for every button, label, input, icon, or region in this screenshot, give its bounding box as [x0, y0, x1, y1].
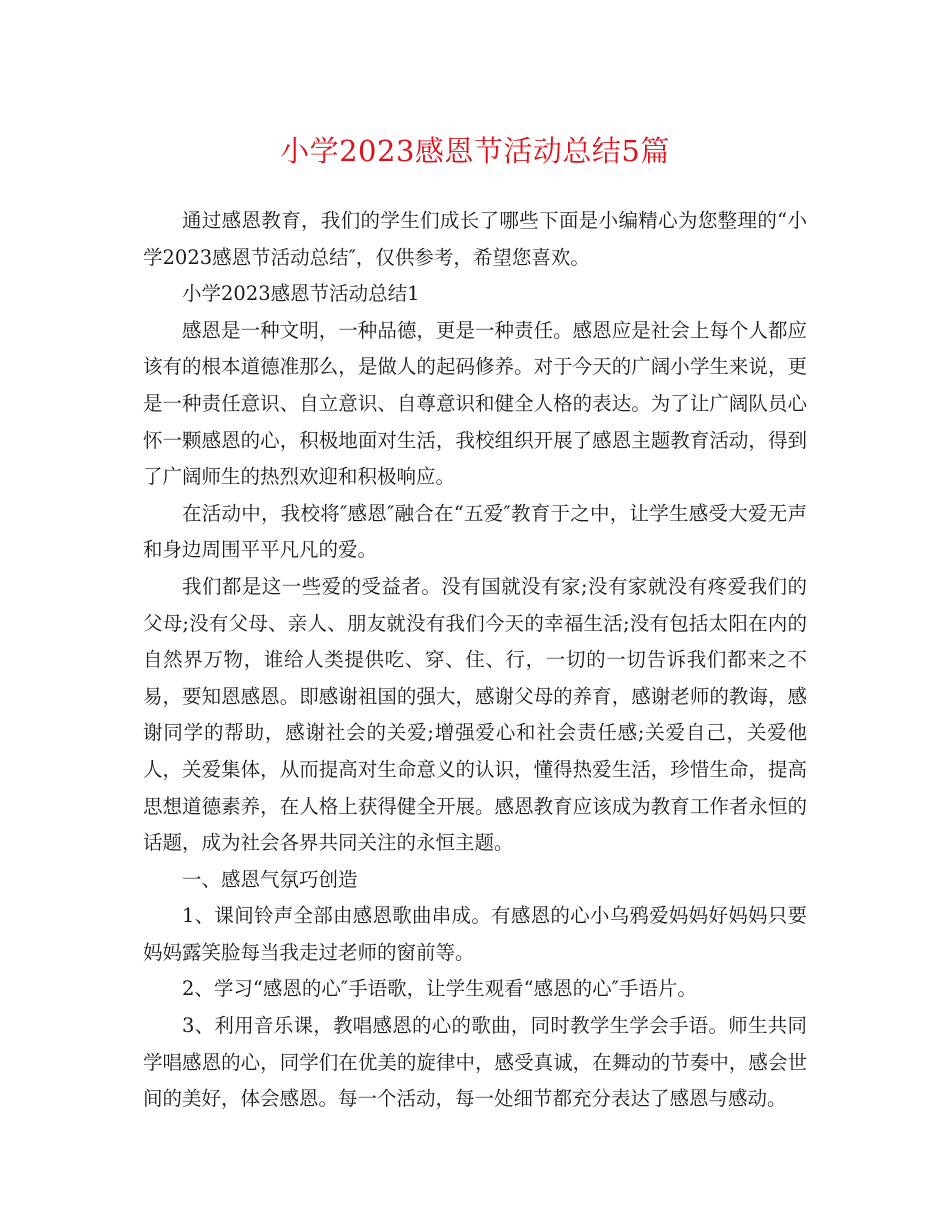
- list-item: 3、利用音乐课，教唱感恩的心的歌曲，同时教学生学会手语。师生共同学唱感恩的心，同学们在优美的旋律中，感受真诚，在舞动的节奏中，感会世间的美好，体会感恩。每一个活动，每一处细节都充分表达了感恩与感动。: [143, 1014, 807, 1111]
- body-paragraph: 我们都是这一些爱的受益者。没有国就没有家;没有家就没有疼爱我们的父母;没有父母、亲人、朋友就没有我们今天的幸福生活;没有包括太阳在内的自然界万物，谁给人类提供吃、穿、住、行，一切的一切告诉我们都来之不易，要知恩感恩。即感谢祖国的强大，感谢父母的养育，感谢老师的教诲，感谢同学的帮助，感谢社会的关爱;增强爱心和社会责任感;关爱自己，关爱他人，关爱集体，从而提高对生命意义的认识，懂得热爱生活，珍惜生命，提高思想道德素养，在人格上获得健全开展。感恩教育应该成为教育工作者永恒的话题，成为社会各界共同关注的永恒主题。: [143, 574, 807, 855]
- section-heading: 小学2023感恩节活动总结1: [182, 282, 420, 306]
- body-paragraph: 感恩是一种文明，一种品德，更是一种责任。感恩应是社会上每个人都应该有的根本道德准那么，是做人的起码修养。对于今天的广阔小学生来说，更是一种责任意识、自立意识、自尊意识和健全人格的表达。为了让广阔队员心怀一颗感恩的心，积极地面对生活，我校组织开展了感恩主题教育活动，得到了广阔师生的热烈欢迎和积极响应。: [143, 318, 807, 489]
- document-body: [143, 203, 807, 1118]
- document-title: 小学2023感恩节活动总结5篇: [280, 134, 670, 168]
- subsection-heading: 一、感恩气氛巧创造: [182, 867, 358, 891]
- body-paragraph: 在活动中，我校将″感恩″融合在“五爱″教育于之中，让学生感受大爱无声和身边周围平平凡凡的爱。: [143, 501, 807, 562]
- list-item: 2、学习“感恩的心″手语歌，让学生观看“感恩的心″手语片。: [182, 977, 697, 1001]
- intro-paragraph: 通过感恩教育，我们的学生们成长了哪些下面是小编精心为您整理的“小学2023感恩节活动总结″，仅供参考，希望您喜欢。: [143, 209, 807, 269]
- list-item: 1、课间铃声全部由感恩歌曲串成。有感恩的心小乌鸦爱妈妈好妈妈只要妈妈露笑脸每当我走过老师的窗前等。: [143, 904, 807, 964]
